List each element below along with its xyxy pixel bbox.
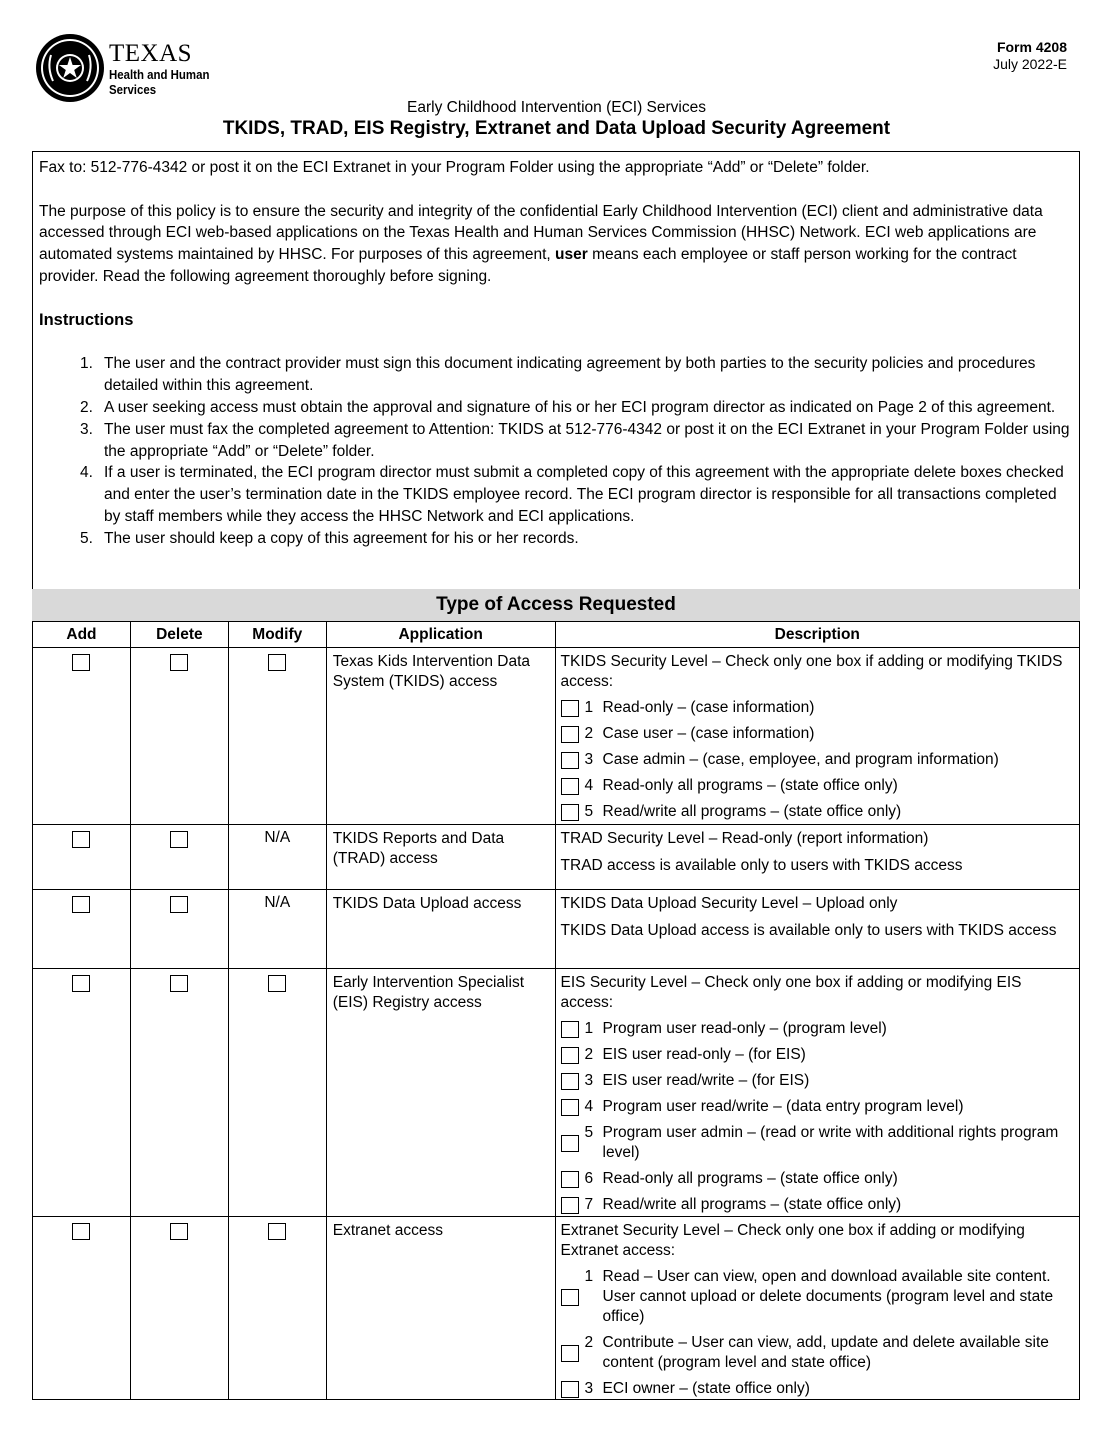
logo-hhs-line1: Health and Human	[109, 66, 210, 82]
table-row-extranet	[33, 1217, 1080, 1400]
application-name: Extranet access	[326, 1217, 555, 1400]
col-modify: Modify	[228, 622, 326, 648]
add-checkbox[interactable]	[72, 1223, 90, 1240]
col-delete: Delete	[130, 622, 228, 648]
purpose-paragraph: The purpose of this policy is to ensure the security and integrity of the confidential Early Childhood Intervention (ECI) client and administrative data accessed through ECI web-based applications on the Texas Health and Human Services Commission (HHSC) Network. ECI web applications are automated systems maintained by HHSC. For purposes of this agreement, user means each employee or staff person working for the contract provider. Read the following agreement thoroughly before signing.	[39, 202, 1043, 285]
instruction-item: 4. If a user is terminated, the ECI program director must submit a completed copy of this agreement with the appropriate delete boxes checked and enter the user’s termination date in the TKIDS employee record. The ECI program director is responsible for all transactions completed by staff members while they access the HHSC Network and ECI applications.	[80, 464, 1064, 525]
application-name: TKIDS Data Upload access	[326, 890, 555, 969]
delete-checkbox[interactable]	[170, 896, 188, 913]
logo-texas: TEXAS	[109, 39, 193, 67]
instructions-heading: Instructions	[39, 310, 134, 329]
table-row-data-upload	[33, 890, 1080, 969]
security-level-option: 6 Read-only all programs – (state office only)	[561, 1169, 1074, 1189]
texas-seal-icon	[35, 33, 105, 103]
modify-na: N/A	[264, 894, 291, 911]
level-checkbox[interactable]	[561, 752, 579, 769]
form-number: Form 4208	[996, 39, 1067, 55]
security-level-option: 1 Read-only – (case information)	[561, 698, 1074, 718]
level-checkbox[interactable]	[561, 700, 579, 717]
delete-checkbox[interactable]	[170, 1223, 188, 1240]
table-row-trad	[33, 825, 1080, 890]
security-level-option: 1 Program user read-only – (program level)	[561, 1019, 1074, 1039]
description-note: TRAD access is available only to users with TKIDS access	[560, 857, 963, 874]
modify-checkbox[interactable]	[268, 1223, 286, 1240]
description-text: Extranet Security Level – Check only one box if adding or modifying Extranet access:	[560, 1222, 1025, 1259]
delete-checkbox[interactable]	[170, 831, 188, 848]
security-level-option: 2 Contribute – User can view, add, update and delete available site content (program level and state office)	[561, 1333, 1074, 1373]
security-level-option: 2 EIS user read-only – (for EIS)	[561, 1045, 1074, 1065]
hhs-logo	[35, 33, 223, 103]
instruction-item: 3. The user must fax the completed agreement to Attention: TKIDS at 512-776-4342 or post it on the ECI Extranet in your Program Folder using the appropriate “Add” or “Delete” folder.	[80, 420, 1070, 460]
security-level-option: 4 Program user read/write – (data entry program level)	[561, 1097, 1074, 1117]
delete-checkbox[interactable]	[170, 975, 188, 992]
page-subtitle: Early Childhood Intervention (ECI) Services	[407, 99, 706, 116]
add-checkbox[interactable]	[72, 831, 90, 848]
add-checkbox[interactable]	[72, 654, 90, 671]
security-level-option: 3 ECI owner – (state office only)	[561, 1379, 1074, 1399]
add-checkbox[interactable]	[72, 896, 90, 913]
security-level-option: 5 Program user admin – (read or write with additional rights program level)	[561, 1123, 1074, 1163]
level-checkbox[interactable]	[561, 1073, 579, 1090]
modify-na: N/A	[264, 829, 291, 846]
security-level-option: 4 Read-only all programs – (state office only)	[561, 776, 1074, 796]
level-checkbox[interactable]	[561, 1171, 579, 1188]
level-checkbox[interactable]	[561, 1289, 579, 1306]
application-name: TKIDS Reports and Data (TRAD) access	[326, 825, 555, 890]
level-checkbox[interactable]	[561, 1021, 579, 1038]
description-text: EIS Security Level – Check only one box if adding or modifying EIS access:	[560, 974, 1022, 1011]
description-note: TKIDS Data Upload access is available only to users with TKIDS access	[560, 922, 1057, 939]
instruction-item: 1. The user and the contract provider must sign this document indicating agreement by both parties to the security policies and procedures detailed within this agreement.	[80, 355, 1036, 395]
security-level-option: 2 Case user – (case information)	[561, 724, 1074, 744]
level-checkbox[interactable]	[561, 1047, 579, 1064]
security-level-option: 7 Read/write all programs – (state office only)	[561, 1195, 1074, 1215]
level-checkbox[interactable]	[561, 726, 579, 743]
security-level-option: 1 Read – User can view, open and download available site content. User cannot upload or delete documents (program level and state office)	[561, 1267, 1074, 1327]
security-level-option: 3 EIS user read/write – (for EIS)	[561, 1071, 1074, 1091]
level-checkbox[interactable]	[561, 804, 579, 821]
col-description: Description	[555, 622, 1079, 648]
description-text: TKIDS Security Level – Check only one box if adding or modifying TKIDS access:	[560, 653, 1063, 690]
table-row-eis	[33, 969, 1080, 1217]
logo-hhs-line2: Services	[109, 81, 157, 97]
form-date: July 2022-E	[993, 56, 1067, 72]
level-checkbox[interactable]	[561, 1345, 579, 1362]
level-checkbox[interactable]	[561, 1381, 579, 1398]
col-add: Add	[33, 622, 131, 648]
page-title: TKIDS, TRAD, EIS Registry, Extranet and Data Upload Security Agreement	[222, 118, 891, 139]
level-checkbox[interactable]	[561, 1197, 579, 1214]
col-application: Application	[326, 622, 555, 648]
application-name: Early Intervention Specialist (EIS) Registry access	[326, 969, 555, 1217]
delete-checkbox[interactable]	[170, 654, 188, 671]
security-level-option: 5 Read/write all programs – (state office only)	[561, 802, 1074, 822]
add-checkbox[interactable]	[72, 975, 90, 992]
level-checkbox[interactable]	[561, 1099, 579, 1116]
access-table	[32, 621, 1080, 1400]
instructions-list	[39, 353, 1073, 549]
fax-instructions: Fax to: 512-776-4342 or post it on the ECI Extranet in your Program Folder using the appropriate “Add” or “Delete” folder.	[39, 159, 870, 176]
description-text: TKIDS Data Upload Security Level – Upload only	[560, 895, 898, 912]
access-section-title: Type of Access Requested	[32, 589, 1080, 621]
description-text: TRAD Security Level – Read-only (report information)	[560, 830, 929, 847]
level-checkbox[interactable]	[561, 778, 579, 795]
instruction-item: 5. The user should keep a copy of this agreement for his or her records.	[80, 529, 579, 547]
application-name: Texas Kids Intervention Data System (TKIDS) access	[326, 648, 555, 825]
form-identifier	[993, 39, 1067, 73]
table-row-tkids	[33, 648, 1080, 825]
security-level-option: 3 Case admin – (case, employee, and program information)	[561, 750, 1074, 770]
modify-checkbox[interactable]	[268, 975, 286, 992]
modify-checkbox[interactable]	[268, 654, 286, 671]
intro-section	[32, 151, 1080, 589]
level-checkbox[interactable]	[561, 1135, 579, 1152]
table-header-row	[33, 622, 1080, 648]
instruction-item: 2. A user seeking access must obtain the approval and signature of his or her ECI program director as indicated on Page 2 of this agreement.	[80, 398, 1056, 416]
